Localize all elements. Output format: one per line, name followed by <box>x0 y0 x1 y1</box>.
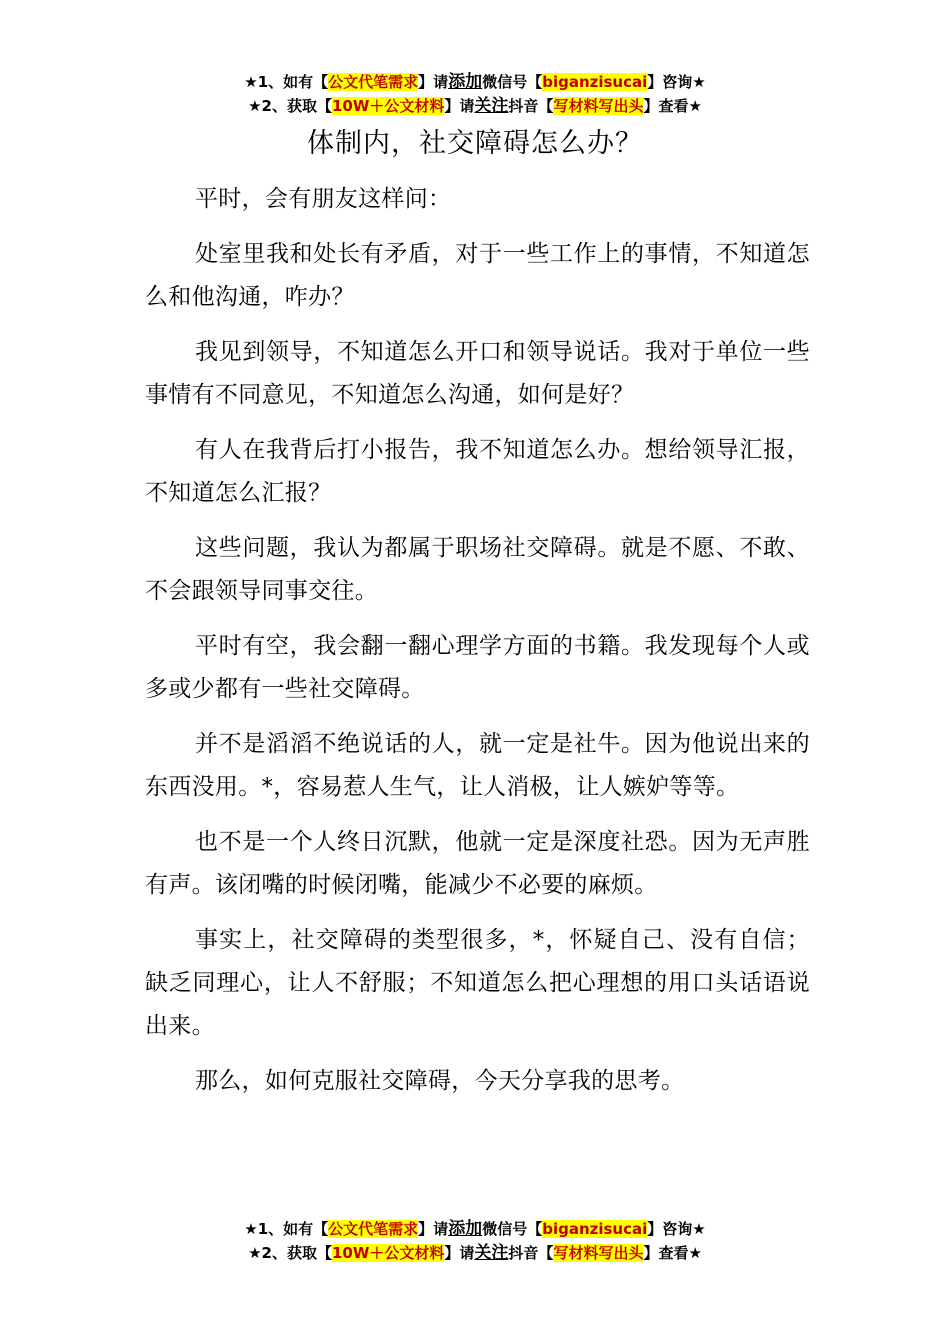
footer-line-2-highlight-materials: 10W＋公文材料 <box>331 1244 445 1262</box>
banner-line-2-middle-b: 抖音【 <box>508 97 554 115</box>
banner-line-2-underline: 关注 <box>474 96 509 116</box>
footer-line-2-prefix: ★2、获取【 <box>248 1244 332 1262</box>
banner-line-1-highlight-service: 公文代笔需求 <box>328 73 419 91</box>
banner-line-1-highlight-wechat: biganzisucai <box>542 73 648 91</box>
footer-line-1 <box>0 1217 950 1241</box>
footer-line-1-middle-b: 微信号【 <box>482 1220 543 1238</box>
paragraph: 那么，如何克服社交障碍，今天分享我的思考。 <box>195 1068 685 1094</box>
banner-line-2-middle-a: 】请 <box>444 97 475 115</box>
banner-line-2-highlight-materials: 10W＋公文材料 <box>331 97 445 115</box>
footer-line-1-underline: 添加 <box>448 1219 483 1239</box>
footer-line-2-middle-a: 】请 <box>444 1244 475 1262</box>
paragraph: 并不是滔滔不绝说话的人，就一定是社牛。因为他说出来的东西没用。*，容易惹人生气，让人消极，让人嫉妒等等。 <box>145 731 810 800</box>
page-title: 体制内，社交障碍怎么办？ <box>307 128 643 159</box>
paragraph: 平时，会有朋友这样问： <box>195 186 452 212</box>
footer-banner <box>0 1217 950 1265</box>
banner-line-1-middle-b: 微信号【 <box>482 73 543 91</box>
paragraph: 我见到领导，不知道怎么开口和领导说话。我对于单位一些事情有不同意见，不知道怎么沟通，如何是好？ <box>145 339 810 408</box>
paragraph: 这些问题，我认为都属于职场社交障碍。就是不愿、不敢、不会跟领导同事交往。 <box>145 535 810 604</box>
banner-line-2-prefix: ★2、获取【 <box>248 97 332 115</box>
footer-line-1-prefix: ★1、如有【 <box>244 1220 329 1238</box>
footer-line-2-suffix: 】查看★ <box>643 1244 702 1262</box>
banner-line-1-middle-a: 】请 <box>418 73 449 91</box>
paragraph: 事实上，社交障碍的类型很多，*，怀疑自己、没有自信；缺乏同理心，让人不舒服；不知道怎么把心理想的用口头话语说出来。 <box>145 927 810 1039</box>
footer-line-1-highlight-service: 公文代笔需求 <box>328 1220 419 1238</box>
banner-line-1 <box>0 70 950 94</box>
footer-line-1-suffix: 】咨询★ <box>647 1220 706 1238</box>
banner-line-1-suffix: 】咨询★ <box>647 73 706 91</box>
footer-line-1-highlight-wechat: biganzisucai <box>542 1220 648 1238</box>
footer-line-2-highlight-douyin: 写材料写出头 <box>553 1244 644 1262</box>
footer-line-2-middle-b: 抖音【 <box>508 1244 554 1262</box>
banner-line-1-prefix: ★1、如有【 <box>244 73 329 91</box>
banner-line-2 <box>0 94 950 118</box>
footer-line-2 <box>0 1241 950 1265</box>
paragraph: 处室里我和处长有矛盾，对于一些工作上的事情，不知道怎么和他沟通，咋办？ <box>145 241 810 310</box>
footer-line-1-middle-a: 】请 <box>418 1220 449 1238</box>
article-body <box>145 178 810 1115</box>
paragraph: 平时有空，我会翻一翻心理学方面的书籍。我发现每个人或多或少都有一些社交障碍。 <box>145 633 810 702</box>
banner-line-1-underline: 添加 <box>448 72 483 92</box>
banner-line-2-suffix: 】查看★ <box>643 97 702 115</box>
paragraph: 有人在我背后打小报告，我不知道怎么办。想给领导汇报，不知道怎么汇报？ <box>145 437 810 506</box>
footer-line-2-underline: 关注 <box>474 1243 509 1263</box>
banner-line-2-highlight-douyin: 写材料写出头 <box>553 97 644 115</box>
header-banner <box>0 70 950 118</box>
paragraph: 也不是一个人终日沉默，他就一定是深度社恐。因为无声胜有声。该闭嘴的时候闭嘴，能减少不必要的麻烦。 <box>145 829 810 898</box>
